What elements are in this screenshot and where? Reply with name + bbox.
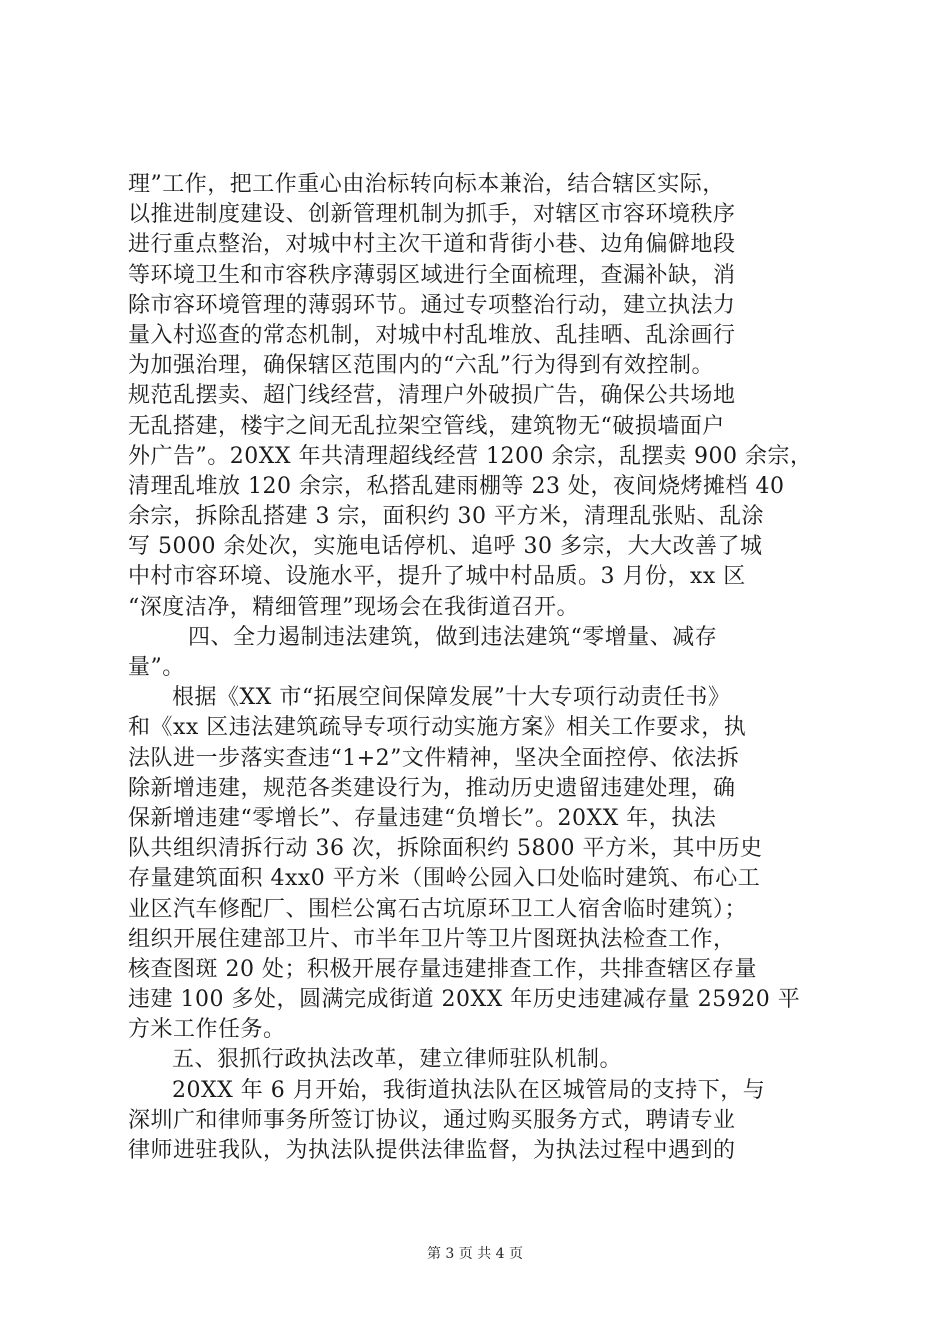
text-line: 20XX 年 6 月开始，我街道执法队在区城管局的支持下，与: [172, 1077, 766, 1103]
text-line: 保新增违建“零增长”、存量违建“负增长”。20XX 年，执法: [128, 805, 717, 831]
document-body: [128, 170, 840, 1166]
text-line: 四、全力遏制违法建筑，做到违法建筑“零增量、减存: [188, 624, 718, 650]
text-line: 除新增违建，规范各类建设行为，推动历史遗留违建处理，确: [128, 775, 736, 801]
text-line: 律师进驻我队，为执法队提供法律监督，为执法过程中遇到的: [128, 1138, 736, 1163]
text-line: 量入村巡查的常态机制，对城中村乱堆放、乱挂晒、乱涂画行: [128, 322, 736, 348]
text-line: 清理乱堆放 120 余宗，私搭乱建雨棚等 23 处，夜间烧烤摊档 40: [128, 473, 785, 499]
text-line: 无乱搭建，楼宇之间无乱拉架空管线，建筑物无“破损墙面户: [128, 413, 725, 439]
text-line: 核查图斑 20 处；积极开展存量违建排查工作，共排查辖区存量: [128, 956, 757, 982]
text-line: 存量建筑面积 4xx0 平方米（围岭公园入口处临时建筑、布心工: [128, 866, 761, 892]
text-line: 深圳广和律师事务所签订协议，通过购买服务方式，聘请专业: [128, 1107, 736, 1133]
text-line: 五、狠抓行政执法改革，建立律师驻队机制。: [172, 1047, 623, 1073]
text-line: 理”工作，把工作重心由治标转向标本兼治，结合辖区实际，: [128, 172, 725, 197]
text-line: 违建 100 多处，圆满完成街道 20XX 年历史违建减存量 25920 平: [128, 987, 801, 1013]
text-line: 为加强治理，确保辖区范围内的“六乱”行为得到有效控制。: [128, 353, 714, 379]
text-line: 以推进制度建设、创新管理机制为抓手，对辖区市容环境秩序: [128, 202, 736, 228]
text-line: 中村市容环境、设施水平，提升了城中村品质。3 月份，xx 区: [128, 564, 746, 590]
text-line: “深度洁净，精细管理”现场会在我街道召开。: [128, 594, 579, 620]
text-line: 法队进一步落实查违“1+2”文件精神，坚决全面控停、依法拆: [128, 745, 740, 771]
text-line: 外广告”。20XX 年共清理超线经营 1200 余宗，乱摆卖 900 余宗，: [128, 443, 813, 469]
text-line: 组织开展住建部卫片、市半年卫片等卫片图斑执法检查工作，: [128, 926, 736, 952]
text-line: 余宗，拆除乱搭建 3 宗，面积约 30 平方米，清理乱张贴、乱涂: [128, 504, 764, 530]
text-line: 根据《XX 市“拓展空间保障发展”十大专项行动责任书》: [172, 685, 731, 711]
page-footer: 第 3 页 共 4 页: [426, 1246, 524, 1262]
text-line: 除市容环境管理的薄弱环节。通过专项整治行动，建立执法力: [128, 292, 736, 318]
text-line: 队共组织清拆行动 36 次，拆除面积约 5800 平方米，其中历史: [128, 836, 763, 862]
text-line: 写 5000 余处次，实施电话停机、追呼 30 多宗，大大改善了城: [128, 534, 763, 560]
text-line: 和《xx 区违法建筑疏导专项行动实施方案》相关工作要求，执: [128, 715, 747, 741]
text-line: 规范乱摆卖、超门线经营，清理户外破损广告，确保公共场地: [128, 383, 736, 409]
text-line: 业区汽车修配厂、围栏公寓石古坑原环卫工人宿舍临时建筑）；: [128, 896, 748, 922]
text-line: 进行重点整治，对城中村主次干道和背街小巷、边角偏僻地段: [128, 232, 736, 258]
text-line: 量”。: [128, 655, 185, 680]
text-line: 等环境卫生和市容秩序薄弱区域进行全面梳理，查漏补缺，消: [128, 262, 736, 288]
text-line: 方米工作任务。: [128, 1017, 286, 1043]
